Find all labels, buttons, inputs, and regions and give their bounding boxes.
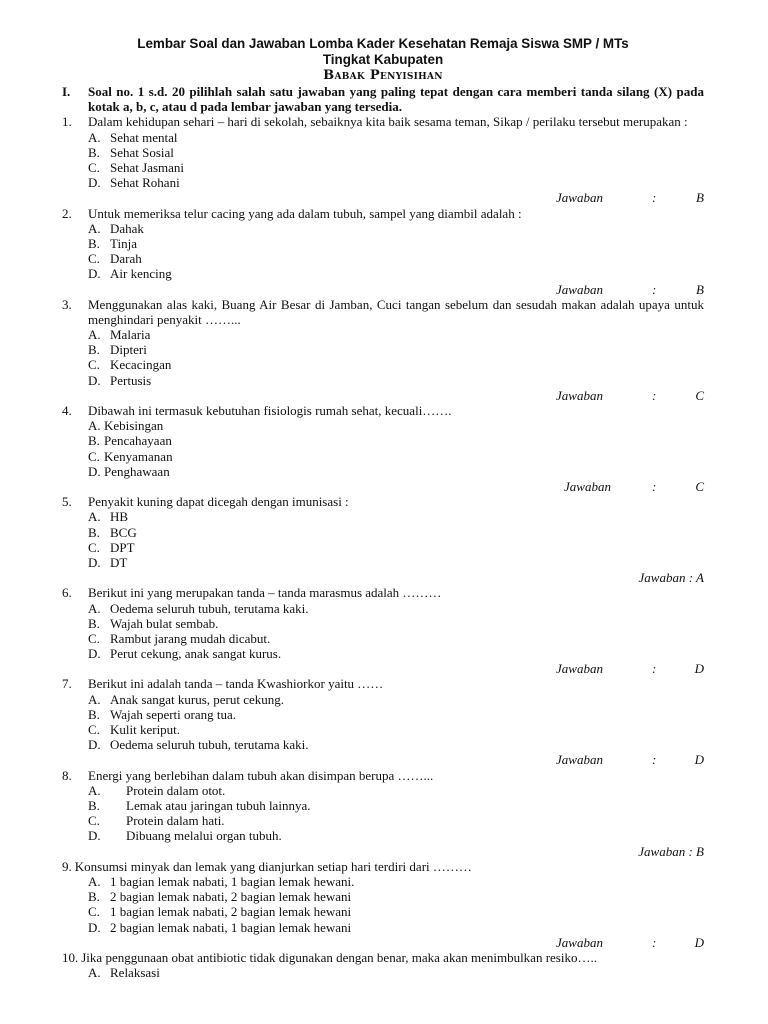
option-text: Oedema seluruh tubuh, terutama kaki. <box>110 600 309 616</box>
answer-label: Jawaban <box>556 661 603 677</box>
question-block <box>62 859 704 950</box>
option-text: Air kencing <box>110 266 172 282</box>
options-list <box>62 327 704 388</box>
option-text: Kebisingan <box>104 418 164 434</box>
option <box>88 904 704 919</box>
option-text: Protein dalam hati. <box>126 813 225 829</box>
question-text: Konsumsi minyak dan lemak yang dianjurkan setiap hari terdiri dari ……… <box>74 858 472 874</box>
option <box>88 646 704 661</box>
option-text: Dibuang melalui organ tubuh. <box>126 828 282 844</box>
answer-value: B <box>696 190 704 206</box>
question-text: Energi yang berlebihan dalam tubuh akan disimpan berupa ……... <box>88 767 434 783</box>
options-list <box>62 874 704 935</box>
option <box>88 616 704 631</box>
answer-colon: : <box>652 387 657 403</box>
option <box>88 828 704 843</box>
option-letter: A. <box>88 782 101 798</box>
option-text: Wajah bulat sembab. <box>110 615 219 631</box>
question <box>62 206 704 221</box>
option-text: Tinja <box>110 235 137 251</box>
section-number: I. <box>62 84 71 99</box>
question-number: 4. <box>62 403 72 419</box>
option-letter: D. <box>88 919 101 935</box>
question <box>62 768 704 783</box>
answer-line <box>62 388 704 403</box>
answer-label: Jawaban <box>556 281 603 297</box>
question-block <box>62 676 704 767</box>
answer-value: C <box>695 478 704 494</box>
question-text: Penyakit kuning dapat dicegah dengan imunisasi : <box>88 494 349 510</box>
option-text: Sehat Jasmani <box>110 159 185 175</box>
answer-value: Jawaban : B <box>638 843 704 859</box>
question-number: 6. <box>62 585 72 601</box>
question <box>62 297 704 327</box>
option-text: 2 bagian lemak nabati, 2 bagian lemak hewani <box>110 889 352 905</box>
option <box>88 509 704 524</box>
answer-line <box>62 479 704 494</box>
option-text: 2 bagian lemak nabati, 1 bagian lemak hewani <box>110 919 352 935</box>
option-text: BCG <box>110 524 137 540</box>
option-letter: B. <box>88 235 100 251</box>
question-number: 9. <box>62 858 72 874</box>
option-text: Malaria <box>110 327 151 343</box>
option <box>88 342 704 357</box>
option <box>88 692 704 707</box>
option-letter: A. <box>88 965 101 981</box>
answer-value: D <box>694 752 704 768</box>
option <box>88 965 704 980</box>
options-list <box>62 965 704 980</box>
question-text: Dibawah ini termasuk kebutuhan fisiologis rumah sehat, kecuali……. <box>88 403 452 419</box>
option-text: Sehat Rohani <box>110 175 180 191</box>
question-number: 5. <box>62 494 72 510</box>
question-number: 10. <box>62 949 79 965</box>
answer-label: Jawaban <box>556 934 603 950</box>
question-block <box>62 297 704 403</box>
answer-line <box>62 844 704 859</box>
option-text: DT <box>110 554 128 570</box>
option-text: Dahak <box>110 220 144 236</box>
question-block <box>62 768 704 859</box>
question-block <box>62 494 704 585</box>
option <box>88 357 704 372</box>
option-letter: D. <box>88 646 101 662</box>
question <box>62 859 704 874</box>
question-text: Dalam kehidupan sehari – hari di sekolah, sebaiknya kita baik sesama teman, Sikap / perilaku tersebut merupakan : <box>88 114 688 130</box>
option-letter: A. <box>88 509 101 525</box>
option-text: Rambut jarang mudah dicabut. <box>110 630 271 646</box>
option-text: Pertusis <box>110 372 152 388</box>
option-text: Lemak atau jaringan tubuh lainnya. <box>126 797 311 813</box>
option <box>88 464 704 479</box>
answer-colon: : <box>652 934 657 950</box>
option <box>88 631 704 646</box>
answer-line <box>62 570 704 585</box>
option-letter: D. <box>88 175 101 191</box>
option-letter: B. <box>88 615 100 631</box>
answer-line <box>62 661 704 676</box>
answer-value: Jawaban : A <box>638 570 704 586</box>
option-letter: C. <box>88 539 100 555</box>
question-text: Jika penggunaan obat antibiotic tidak digunakan dengan benar, maka akan menimbulkan resiko….. <box>81 949 597 965</box>
question-text: Berikut ini yang merupakan tanda – tanda marasmus adalah ……… <box>88 585 442 601</box>
question <box>62 403 704 418</box>
option-text: Protein dalam otot. <box>126 782 226 798</box>
option-letter: B. <box>88 342 100 358</box>
answer-value: C <box>695 387 704 403</box>
option-text: Pencahayaan <box>104 433 172 449</box>
option <box>88 920 704 935</box>
option-letter: A. <box>88 873 101 889</box>
option-letter: C. <box>88 904 100 920</box>
option-letter: B. <box>88 706 100 722</box>
option <box>88 266 704 281</box>
option <box>88 555 704 570</box>
option <box>88 601 704 616</box>
option-letter: A. <box>88 691 101 707</box>
question-text: Berikut ini adalah tanda – tanda Kwashiorkor yaitu …… <box>88 676 384 692</box>
answer-value: B <box>696 281 704 297</box>
options-list <box>62 418 704 479</box>
answer-line <box>62 190 704 205</box>
option <box>88 525 704 540</box>
options-list <box>62 783 704 844</box>
option <box>88 251 704 266</box>
option <box>88 722 704 737</box>
option-letter: C. <box>88 159 100 175</box>
option <box>88 813 704 828</box>
option-text: 1 bagian lemak nabati, 1 bagian lemak hewani. <box>110 873 355 889</box>
option-letter: C. <box>88 357 100 373</box>
option-letter: D. <box>88 463 101 479</box>
option-text: Oedema seluruh tubuh, terutama kaki. <box>110 737 309 753</box>
question <box>62 494 704 509</box>
option-text: Relaksasi <box>110 965 160 981</box>
option <box>88 874 704 889</box>
question-block <box>62 206 704 297</box>
option-letter: B. <box>88 144 100 160</box>
option-letter: C. <box>88 251 100 267</box>
question <box>62 585 704 600</box>
instructions <box>62 84 704 114</box>
option-text: Kecacingan <box>110 357 172 373</box>
option-letter: A. <box>88 327 101 343</box>
option-letter: D. <box>88 372 101 388</box>
option <box>88 889 704 904</box>
question <box>62 950 704 965</box>
option-letter: D. <box>88 737 101 753</box>
option-letter: B. <box>88 433 100 449</box>
option-text: Darah <box>110 251 142 267</box>
option-text: Anak sangat kurus, perut cekung. <box>110 691 285 707</box>
option-text: Sehat mental <box>110 129 178 145</box>
answer-colon: : <box>652 478 657 494</box>
question-block <box>62 114 704 205</box>
option-letter: C. <box>88 630 100 646</box>
option <box>88 130 704 145</box>
document-subtitle: Tingkat Kabupaten <box>322 52 444 67</box>
question-number: 3. <box>62 296 72 312</box>
option-letter: C. <box>88 448 100 464</box>
option-text: 1 bagian lemak nabati, 2 bagian lemak hewani <box>110 904 352 920</box>
option-text: Sehat Sosial <box>110 144 174 160</box>
answer-colon: : <box>652 752 657 768</box>
answer-value: D <box>694 661 704 677</box>
option <box>88 221 704 236</box>
option-letter: A. <box>88 600 101 616</box>
option-text: Perut cekung, anak sangat kurus. <box>110 646 282 662</box>
answer-label: Jawaban <box>556 190 603 206</box>
instructions-text: Soal no. 1 s.d. 20 pilihlah salah satu jawaban yang paling tepat dengan cara memberi tanda silang (X) pada kotak a, b, c, atau d pada lembar jawaban yang tersedia. <box>88 84 704 115</box>
question-number: 7. <box>62 676 72 692</box>
options-list <box>62 692 704 753</box>
option-letter: B. <box>88 524 100 540</box>
options-list <box>62 221 704 282</box>
question-text: Untuk memeriksa telur cacing yang ada dalam tubuh, sampel yang diambil adalah : <box>88 205 522 221</box>
option <box>88 418 704 433</box>
option-letter: C. <box>88 813 100 829</box>
answer-line <box>62 282 704 297</box>
option-letter: B. <box>88 889 100 905</box>
option-text: Penghawaan <box>104 463 170 479</box>
option-letter: A. <box>88 418 101 434</box>
answer-label: Jawaban <box>556 387 603 403</box>
section-heading: Babak Penyisihan <box>323 68 443 83</box>
answer-label: Jawaban <box>556 752 603 768</box>
options-list <box>62 130 704 191</box>
answer-label: Jawaban <box>564 478 611 494</box>
option <box>88 540 704 555</box>
option-letter: D. <box>88 554 101 570</box>
option-text: Kulit keriput. <box>110 722 181 738</box>
options-list <box>62 509 704 570</box>
option <box>88 707 704 722</box>
option <box>88 145 704 160</box>
question-number: 8. <box>62 767 72 783</box>
option <box>88 175 704 190</box>
option-letter: A. <box>88 220 101 236</box>
option <box>88 783 704 798</box>
answer-colon: : <box>652 190 657 206</box>
option <box>88 737 704 752</box>
option <box>88 373 704 388</box>
question-block <box>62 585 704 676</box>
question <box>62 676 704 691</box>
option <box>88 327 704 342</box>
question <box>62 114 704 129</box>
question-block <box>62 950 704 980</box>
answer-line <box>62 935 704 950</box>
answer-colon: : <box>652 281 657 297</box>
answer-colon: : <box>652 661 657 677</box>
document-title: Lembar Soal dan Jawaban Lomba Kader Kesehatan Remaja Siswa SMP / MTs <box>137 36 629 51</box>
option-text: Kenyamanan <box>104 448 173 464</box>
option-letter: D. <box>88 266 101 282</box>
option <box>88 433 704 448</box>
option <box>88 236 704 251</box>
question-block <box>62 403 704 494</box>
option <box>88 160 704 175</box>
option <box>88 449 704 464</box>
question-number: 1. <box>62 114 72 130</box>
option-text: Wajah seperti orang tua. <box>110 706 237 722</box>
option-text: HB <box>110 509 129 525</box>
option-text: DPT <box>110 539 135 555</box>
answer-line <box>62 752 704 767</box>
option <box>88 798 704 813</box>
option-letter: B. <box>88 797 100 813</box>
option-letter: C. <box>88 722 100 738</box>
option-text: Dipteri <box>110 342 147 358</box>
answer-value: D <box>694 934 704 950</box>
option-letter: D. <box>88 828 101 844</box>
question-number: 2. <box>62 205 72 221</box>
question-text: Menggunakan alas kaki, Buang Air Besar di Jamban, Cuci tangan sebelum dan sesudah makan adalah upaya untuk menghindari penyakit ……... <box>88 296 704 327</box>
option-letter: A. <box>88 129 101 145</box>
options-list <box>62 601 704 662</box>
